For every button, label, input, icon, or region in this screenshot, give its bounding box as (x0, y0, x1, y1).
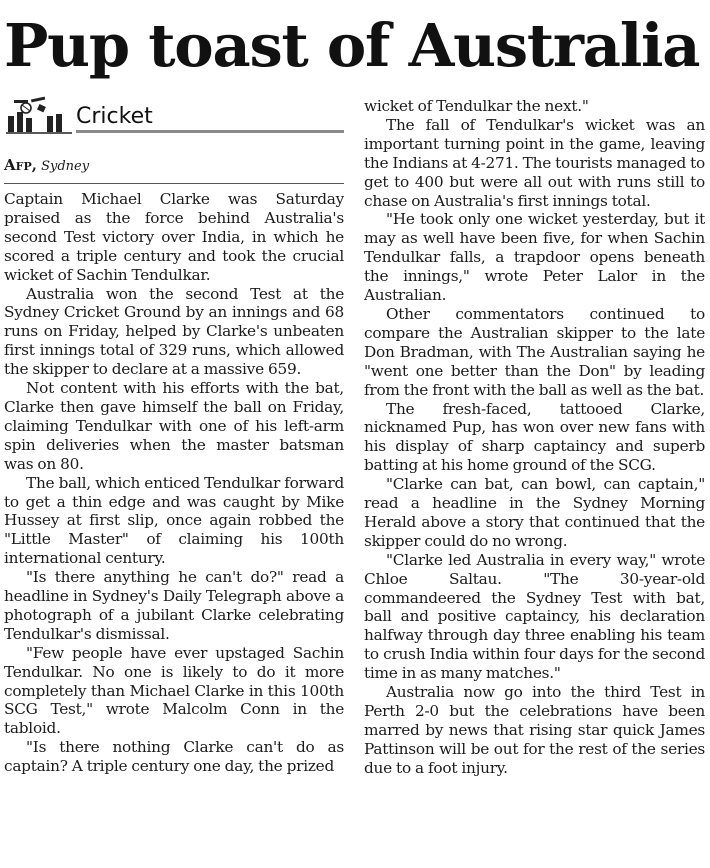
paragraph: "Is there nothing Clarke can't do as captain? A triple century one day, the prized (4, 738, 344, 776)
cricket-icon (4, 96, 74, 134)
paragraph: "Few people have ever upstaged Sachin Tendulkar. No one is likely to do it more completely than Michael Clarke in this 100th SCG Test," wrote Malcolm Conn in the tabloid. (4, 643, 344, 738)
paragraph: Captain Michael Clarke was Saturday praised as the force behind Australia's second Test victory over India, in which he scored a triple century and took the crucial wicket of Sachin Tendulkar. (4, 190, 344, 284)
article-column-left (4, 190, 344, 866)
section-label: Cricket (76, 104, 153, 129)
paragraph: The ball, which enticed Tendulkar forward to get a thin edge and was caught by Mike Hussey at first slip, once again robbed the "Little Master" of claiming his 100th international century. (4, 473, 344, 568)
paragraph: "Clarke can bat, can bowl, can captain," read a headline in the Sydney Morning Herald above a story that continued that the skipper could do no wrong. (364, 475, 705, 550)
byline-place: Sydney (41, 159, 90, 174)
article-column-right (364, 97, 705, 866)
paragraph: Not content with his efforts with the bat, Clarke then gave himself the ball on Friday, claiming Tendulkar with one of his left-arm spin deliveries when the master batsman was on 80. (4, 379, 344, 473)
paragraph: The fall of Tendulkar's wicket was an important turning point in the game, leaving the Indians at 4-271. The tourists managed to get to 400 but were all out with runs still to chase on Australia's first innings total. (364, 115, 705, 210)
paragraph: "He took only one wicket yesterday, but it may as well have been five, for when Sachin Tendulkar falls, a trapdoor opens beneath the innings," wrote Peter Lalor in the Australian. (364, 210, 705, 305)
paragraph: Australia won the second Test at the Sydney Cricket Ground by an innings and 68 runs on Friday, helped by Clarke's unbeaten first innings total of 329 runs, which allowed the skipper to declare at a massive 659. (4, 284, 344, 379)
byline-divider (4, 183, 344, 184)
paragraph: wicket of Tendulkar the next." (364, 97, 589, 115)
section-tag (4, 96, 344, 136)
paragraph: Australia now go into the third Test in Perth 2-0 but the celebrations have been marred by news that rising star quick James Pattinson will be out for the rest of the series due to a foot injury. (364, 683, 705, 777)
paragraph: "Clarke led Australia in every way," wrote Chloe Saltau. "The 30-year-old commandeered the Sydney Test with bat, ball and positive captaincy, his declaration halfway through day three enabling his team to crush India within four days for the second time in as many matches." (364, 550, 705, 683)
headline: Pup toast of Australia (4, 11, 700, 80)
byline-agency: Afp, (4, 156, 37, 174)
byline (4, 156, 89, 176)
section-rule (76, 130, 344, 133)
paragraph: "Is there anything he can't do?" read a headline in Sydney's Daily Telegraph above a photograph of a jubilant Clarke celebrating Tendulkar's dismissal. (4, 568, 344, 643)
paragraph: The fresh-faced, tattooed Clarke, nicknamed Pup, has won over new fans with his display of sharp captaincy and superb batting at his home ground of the SCG. (364, 399, 705, 475)
paragraph: Other commentators continued to compare the Australian skipper to the late Don Bradman, with The Australian saying he "went one better than the Don" by leading from the front with the ball as well as the bat. (364, 304, 705, 399)
